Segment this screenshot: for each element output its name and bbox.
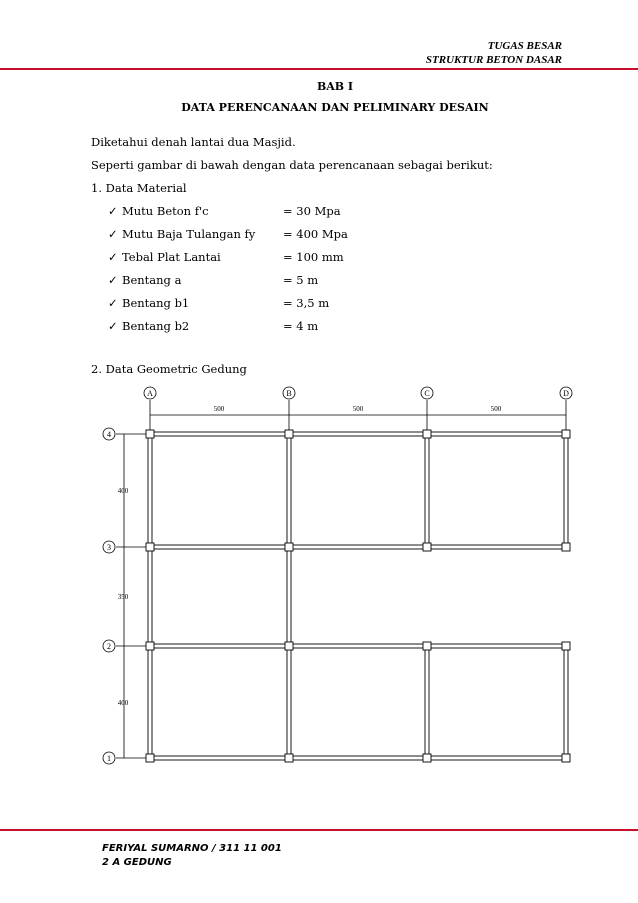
- grid-label: B: [286, 389, 292, 398]
- column: [146, 642, 154, 650]
- chapter-subtitle: DATA PERENCANAAN DAN PELIMINARY DESAIN: [181, 101, 489, 114]
- checkmark-icon: ✓: [108, 227, 118, 241]
- material-label: Bentang b2: [122, 319, 190, 333]
- intro-line-1: Diketahui denah lantai dua Masjid.: [91, 135, 296, 149]
- beam: [150, 545, 566, 549]
- material-value: = 400 Mpa: [283, 227, 348, 241]
- material-value: = 5 m: [283, 273, 319, 287]
- material-item: [108, 273, 319, 287]
- floor-plan: [92, 380, 592, 780]
- material-value: = 3,5 m: [283, 296, 330, 310]
- header-subtitle: STRUKTUR BETON DASAR: [425, 54, 562, 66]
- footer-author: FERIYAL SUMARNO / 311 11 001: [102, 843, 282, 854]
- material-value: = 30 Mpa: [283, 204, 341, 218]
- row-dimension: 350: [117, 593, 129, 601]
- beam: [150, 432, 566, 436]
- column: [423, 430, 431, 438]
- row-dimension: 400: [117, 699, 129, 707]
- column: [562, 430, 570, 438]
- material-value: = 4 m: [283, 319, 319, 333]
- material-label: Mutu Beton f'c: [122, 204, 209, 218]
- column: [562, 642, 570, 650]
- beam: [425, 646, 429, 758]
- intro-line-2: Seperti gambar di bawah dengan data perencanaan sebagai berikut:: [91, 158, 493, 172]
- grid-label: D: [563, 389, 569, 398]
- beam: [150, 644, 566, 648]
- column: [423, 543, 431, 551]
- grid-label: 4: [107, 430, 111, 439]
- checkmark-icon: ✓: [108, 204, 118, 218]
- column: [146, 430, 154, 438]
- beam: [150, 756, 566, 760]
- grid-label: 2: [107, 642, 111, 651]
- footer-rule: [0, 829, 638, 831]
- material-label: Tebal Plat Lantai: [122, 250, 221, 264]
- column: [562, 543, 570, 551]
- grid-label: 3: [107, 543, 111, 552]
- checkmark-icon: ✓: [108, 296, 118, 310]
- material-label: Bentang a: [122, 273, 182, 287]
- column: [562, 754, 570, 762]
- grid-label: 1: [107, 754, 111, 763]
- checkmark-icon: ✓: [108, 319, 118, 333]
- material-item: [108, 296, 330, 310]
- header-rule: [0, 68, 638, 70]
- column: [285, 430, 293, 438]
- column: [285, 754, 293, 762]
- material-label: Mutu Baja Tulangan fy: [122, 227, 256, 241]
- beam: [148, 434, 152, 758]
- material-item: [108, 319, 319, 333]
- column: [285, 642, 293, 650]
- footer-class: 2 A GEDUNG: [102, 857, 172, 868]
- column: [423, 754, 431, 762]
- col-dimension: 500: [490, 405, 502, 413]
- beam: [564, 434, 568, 547]
- header-title: TUGAS BESAR: [487, 40, 562, 52]
- section-geometry-heading: 2. Data Geometric Gedung: [91, 362, 247, 376]
- material-label: Bentang b1: [122, 296, 190, 310]
- checkmark-icon: ✓: [108, 250, 118, 264]
- col-dimension: 500: [213, 405, 225, 413]
- column: [285, 543, 293, 551]
- beam: [564, 646, 568, 758]
- material-item: [108, 227, 348, 241]
- col-dimension: 500: [352, 405, 364, 413]
- column: [146, 754, 154, 762]
- beam: [425, 434, 429, 547]
- column: [423, 642, 431, 650]
- beam: [287, 434, 291, 758]
- grid-label: A: [147, 389, 153, 398]
- section-material-heading: 1. Data Material: [91, 181, 187, 195]
- row-dimension: 400: [117, 487, 129, 495]
- checkmark-icon: ✓: [108, 273, 118, 287]
- material-value: = 100 mm: [283, 250, 344, 264]
- material-item: [108, 204, 341, 218]
- grid-label: C: [424, 389, 430, 398]
- column: [146, 543, 154, 551]
- material-item: [108, 250, 344, 264]
- chapter-title: BAB I: [316, 80, 354, 93]
